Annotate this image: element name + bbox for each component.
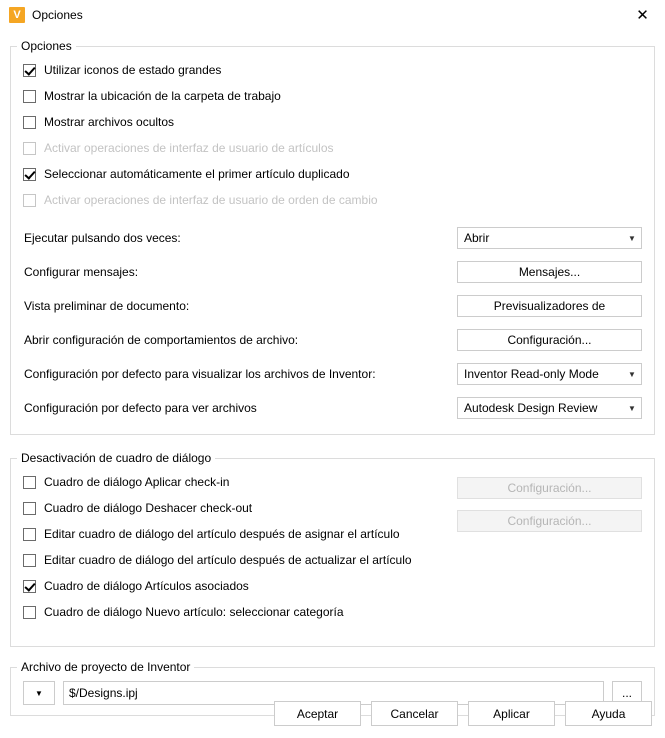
project-file-legend: Archivo de proyecto de Inventor bbox=[21, 660, 191, 674]
checkin-config-button: Configuración... bbox=[457, 477, 642, 499]
checkbox-row-associated-items-dialog[interactable] bbox=[23, 573, 642, 599]
checkbox-label: Cuadro de diálogo Aplicar check-in bbox=[44, 475, 230, 489]
previewers-button[interactable]: Previsualizadores de bbox=[457, 295, 642, 317]
row-label: Configuración por defecto para visualizar los archivos de Inventor: bbox=[24, 367, 376, 381]
row-label: Ejecutar pulsando dos veces: bbox=[24, 231, 181, 245]
checkbox-show-working-folder[interactable] bbox=[23, 90, 36, 103]
messages-button[interactable]: Mensajes... bbox=[457, 261, 642, 283]
checkbox-apply-checkin-dialog[interactable] bbox=[23, 476, 36, 489]
dialog-suppression-group bbox=[10, 451, 655, 647]
checkbox-row-enable-change-order-ui bbox=[23, 187, 642, 213]
combo-value: Autodesk Design Review bbox=[464, 401, 598, 415]
row-inventor-default-view bbox=[23, 357, 642, 391]
checkbox-associated-items-dialog[interactable] bbox=[23, 580, 36, 593]
checkbox-row-show-hidden-files[interactable] bbox=[23, 109, 642, 135]
checkbox-edit-item-after-assign[interactable] bbox=[23, 528, 36, 541]
options-group-body bbox=[11, 53, 654, 434]
checkbox-edit-item-after-update[interactable] bbox=[23, 554, 36, 567]
row-default-file-viewer bbox=[23, 391, 642, 425]
checkbox-enable-item-ui bbox=[23, 142, 36, 155]
options-group-legend: Opciones bbox=[21, 39, 72, 53]
options-group bbox=[10, 39, 655, 435]
checkbox-label: Editar cuadro de diálogo del artículo después de actualizar el artículo bbox=[44, 553, 412, 567]
checkbox-row-edit-item-after-update[interactable] bbox=[23, 547, 642, 573]
combo-value: Abrir bbox=[464, 231, 490, 245]
dialog-content bbox=[0, 31, 665, 738]
apply-button[interactable]: Aplicar bbox=[468, 701, 555, 726]
dialog-suppression-body bbox=[11, 465, 654, 646]
row-document-preview bbox=[23, 289, 642, 323]
checkbox-row-new-item-category-dialog[interactable] bbox=[23, 599, 642, 625]
row-label: Vista preliminar de documento: bbox=[24, 299, 190, 313]
title-bar bbox=[0, 0, 665, 31]
row-file-behaviors bbox=[23, 323, 642, 357]
dialog-footer bbox=[0, 701, 665, 726]
checkbox-label: Mostrar la ubicación de la carpeta de trabajo bbox=[44, 89, 281, 103]
spacer bbox=[23, 213, 642, 221]
chevron-down-icon: ▼ bbox=[628, 403, 636, 413]
combo-inventor-default-view[interactable] bbox=[457, 363, 642, 385]
row-label: Abrir configuración de comportamientos de archivo: bbox=[24, 333, 299, 347]
checkout-config-wrap bbox=[457, 510, 642, 532]
checkbox-undo-checkout-dialog[interactable] bbox=[23, 502, 36, 515]
close-icon[interactable]: ✕ bbox=[636, 7, 649, 24]
combo-default-file-viewer[interactable] bbox=[457, 397, 642, 419]
row-label: Configurar mensajes: bbox=[24, 265, 139, 279]
help-button[interactable]: Ayuda bbox=[565, 701, 652, 726]
checkin-config-wrap bbox=[457, 477, 642, 499]
checkout-config-button: Configuración... bbox=[457, 510, 642, 532]
browse-button[interactable]: ... bbox=[612, 681, 642, 705]
checkbox-label: Cuadro de diálogo Artículos asociados bbox=[44, 579, 249, 593]
checkbox-label: Mostrar archivos ocultos bbox=[44, 115, 175, 129]
row-label: Configuración por defecto para ver archivos bbox=[24, 401, 257, 415]
checkbox-row-large-status-icons[interactable] bbox=[23, 57, 642, 83]
checkbox-large-status-icons[interactable] bbox=[23, 64, 36, 77]
checkbox-label: Editar cuadro de diálogo del artículo después de asignar el artículo bbox=[44, 527, 400, 541]
row-configure-messages bbox=[23, 255, 642, 289]
checkbox-enable-change-order-ui bbox=[23, 194, 36, 207]
checkbox-row-auto-select-duplicate[interactable] bbox=[23, 161, 642, 187]
checkbox-label: Seleccionar automáticamente el primer artículo duplicado bbox=[44, 167, 350, 181]
project-history-dropdown[interactable]: ▼ bbox=[23, 681, 55, 705]
checkbox-row-enable-item-ui bbox=[23, 135, 642, 161]
accept-button[interactable]: Aceptar bbox=[274, 701, 361, 726]
checkbox-label: Utilizar iconos de estado grandes bbox=[44, 63, 222, 77]
app-icon: V bbox=[9, 7, 25, 23]
checkbox-label: Activar operaciones de interfaz de usuario de orden de cambio bbox=[44, 193, 378, 207]
row-double-click-action bbox=[23, 221, 642, 255]
checkbox-auto-select-duplicate[interactable] bbox=[23, 168, 36, 181]
checkbox-label: Cuadro de diálogo Deshacer check-out bbox=[44, 501, 253, 515]
checkbox-row-show-working-folder[interactable] bbox=[23, 83, 642, 109]
window-title: Opciones bbox=[32, 8, 83, 22]
checkbox-label: Cuadro de diálogo Nuevo artículo: seleccionar categoría bbox=[44, 605, 344, 619]
checkbox-label: Activar operaciones de interfaz de usuario de artículos bbox=[44, 141, 334, 155]
file-behaviors-config-button[interactable]: Configuración... bbox=[457, 329, 642, 351]
combo-value: Inventor Read-only Mode bbox=[464, 367, 599, 381]
combo-double-click-action[interactable] bbox=[457, 227, 642, 249]
checkbox-show-hidden-files[interactable] bbox=[23, 116, 36, 129]
chevron-down-icon: ▼ bbox=[628, 233, 636, 243]
dialog-suppression-legend: Desactivación de cuadro de diálogo bbox=[21, 451, 212, 465]
checkbox-new-item-category-dialog[interactable] bbox=[23, 606, 36, 619]
cancel-button[interactable]: Cancelar bbox=[371, 701, 458, 726]
chevron-down-icon: ▼ bbox=[628, 369, 636, 379]
